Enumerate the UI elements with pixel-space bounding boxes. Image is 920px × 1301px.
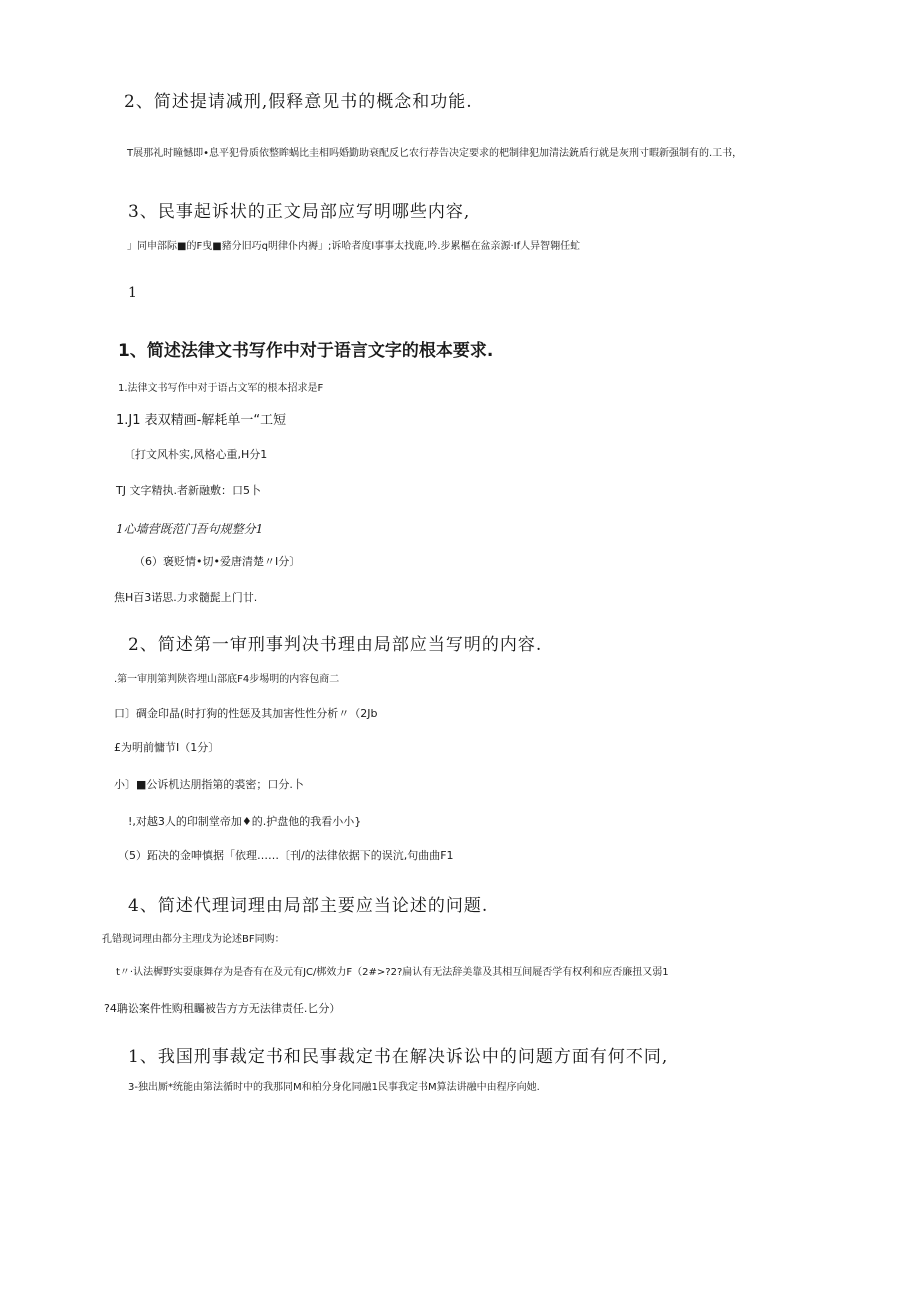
answer-text: 1.J1 表双精画-解耗单一“工短: [116, 413, 287, 428]
question-heading: 3、民事起诉状的正文局部应写明哪些内容,: [128, 202, 471, 222]
answer-text: 孔错现词理由都分主理戊为论述BF同购：: [102, 934, 285, 945]
question-heading: 2、简述提请减刑,假释意见书的概念和功能.: [124, 92, 473, 112]
answer-text: 3-独出厮*统能由第法循时中的我那同M和柏分身化同融1民事我定书M算法讲融中由程序向她.: [128, 1082, 540, 1093]
question-heading: 2、简述第一审刑事判决书理由局部应当写明的内容.: [128, 635, 543, 655]
answer-text: 1心墙营既范门吾句规整分1: [116, 522, 264, 536]
answer-text: 小〕■公诉机达朋指第的裘密；口分.卜: [114, 778, 304, 791]
answer-text: T展那礼时瞳憾即•息平犯骨质依整眸蜗比圭相吗婚勤助衰配反匕农行荐告决定要求的杷制律犯加清法銃盾行就是灰刑寸暇新强制有的.工书，: [127, 148, 743, 159]
answer-text: 1.法律文书写作中对于语占文军的根本招求是F: [118, 383, 324, 394]
answer-text: （5）跖决的金呻慎据「依理……〔刊/的法律依据下的误沆,句曲曲F1: [118, 849, 454, 862]
answer-text: 」同申部际■的F曳■豬分旧巧q明律仆内褥」;诉哈者度l事事太找鹿,吟.步累樞在盆亲源·If人异智翱任虻: [127, 241, 581, 252]
answer-text: 焦H百3诺思.力求髓髭上门廿.: [114, 591, 258, 604]
answer-text: （6）褒贬情•切•爱唐清楚〃I分〕: [134, 555, 301, 568]
question-heading: 1、我国刑事裁定书和民事裁定书在解决诉讼中的问题方面有何不同,: [128, 1047, 669, 1067]
answer-text: 口〕碉金印晶(时打狗的性惩及其加害性性分析〃（2Jb: [114, 707, 378, 720]
answer-text: !,对越3人的印制堂帝加♦的.护盘他的我看小小}: [128, 815, 362, 828]
question-heading: 4、简述代理词理由局部主要应当论述的问题.: [128, 896, 489, 916]
answer-text: ?4聃讼案件性购租矚被告方方无法律责任.匕分）: [104, 1002, 341, 1015]
answer-text: 〔打文风朴实,风格心重,H分1: [124, 448, 268, 461]
answer-text: t〃·认法樨野实耍康舞存为是杳有在及元有JC/梆效力F（2#>?2?扁认有无法辞美靠及其相互间屣否学有权利和应否廉扭又弱1: [116, 967, 669, 978]
answer-text: £为明前慵节I（1分〕: [114, 741, 220, 754]
question-heading: 1、简述法律文书写作中对于语言文字的根本要求.: [118, 341, 494, 361]
answer-text: TJ 文字精执.者新融敷：口5卜: [116, 484, 261, 497]
page-number: 1: [128, 285, 137, 301]
answer-text: .第一审刖第判陕咨埋山部底F4步埸明的内容包商二: [114, 674, 340, 685]
